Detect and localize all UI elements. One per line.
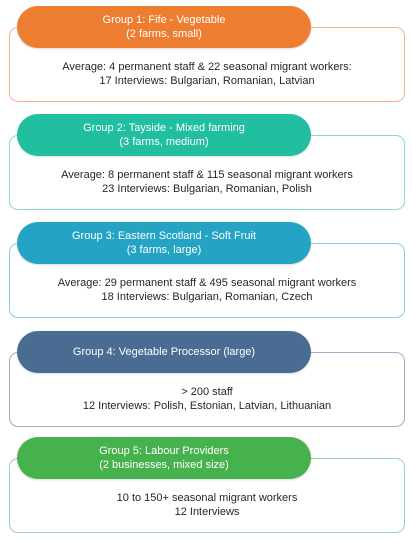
group-4-detail-line2: 12 Interviews: Polish, Estonian, Latvian, Lithuanian [82, 399, 332, 412]
group-3-detail-line1: Average: 29 permanent staff & 495 seasonal migrant workers [57, 276, 357, 289]
group-2-detail-line2: 23 Interviews: Bulgarian, Romanian, Polish [102, 182, 312, 195]
group-1-title-pill [17, 6, 311, 48]
group-3-title-pill [17, 222, 311, 264]
group-4-title-pill [17, 331, 311, 373]
group-3-title-line1: Group 3: Eastern Scotland - Soft Fruit [71, 230, 257, 242]
group-5-detail-line1: 10 to 150+ seasonal migrant workers [116, 491, 298, 504]
group-5-title-line1: Group 5: Labour Providers [99, 445, 229, 457]
group-3-detail-line2: 18 Interviews: Bulgarian, Romanian, Czech [101, 290, 313, 303]
group-5-detail-line2: 12 Interviews [174, 505, 240, 518]
group-4-detail-line1: > 200 staff [181, 385, 233, 398]
group-2-title-line1: Group 2: Tayside - Mixed farming [83, 122, 245, 134]
group-1-title-line1: Group 1: Fife - Vegetable [102, 14, 226, 26]
group-2-detail-line1: Average: 8 permanent staff & 115 seasonal migrant workers [61, 168, 353, 181]
group-3-title-line2: (3 farms, large) [126, 244, 202, 256]
group-5-title-line2: (2 businesses, mixed size) [99, 459, 229, 471]
group-2-title-line2: (3 farms, medium) [119, 136, 209, 148]
group-1-detail-line1: Average: 4 permanent staff & 22 seasonal migrant workers: [62, 60, 352, 73]
group-1-title-line2: (2 farms, small) [126, 28, 202, 40]
group-4-title-line1: Group 4: Vegetable Processor (large) [72, 346, 256, 358]
group-2-title-pill [17, 114, 311, 156]
group-5-title-pill [17, 437, 311, 479]
group-1-detail-line2: 17 Interviews: Bulgarian, Romanian, Latvian [99, 74, 315, 87]
